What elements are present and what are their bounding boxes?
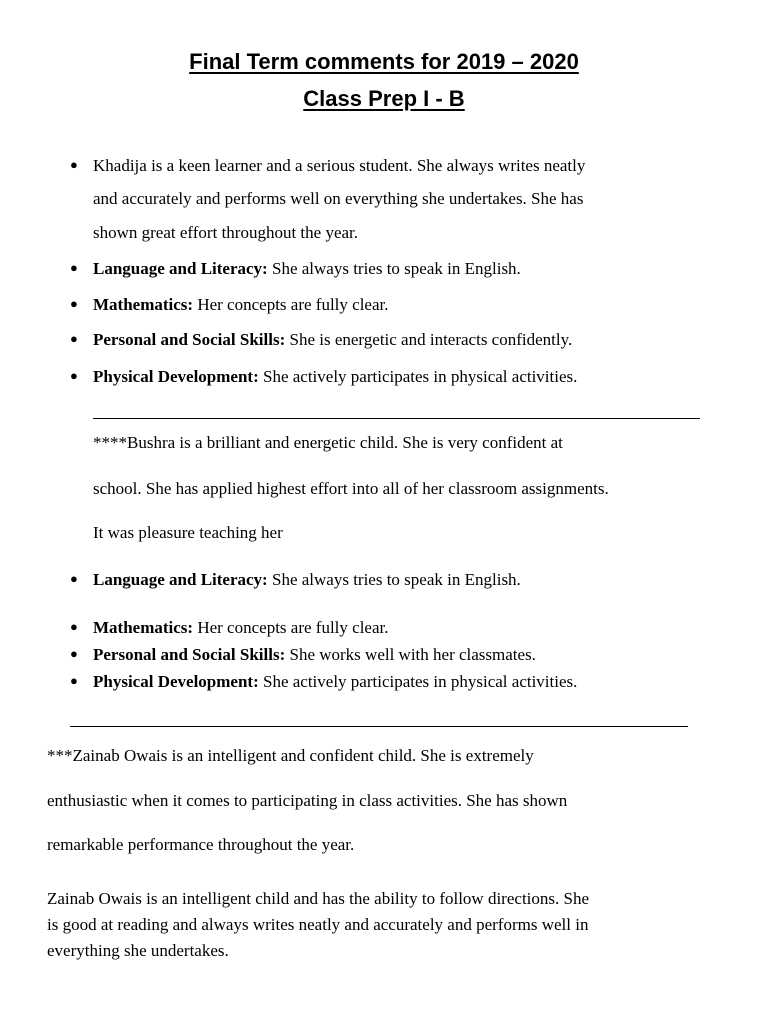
bullet-icon: ● bbox=[70, 331, 78, 346]
comment-line: everything she undertakes. bbox=[47, 941, 229, 960]
comment-line: Zainab Owais is an intelligent child and has the ability to follow directions. She bbox=[47, 889, 589, 908]
list-item-label: Language and Literacy: bbox=[93, 570, 268, 589]
list-item-text: She actively participates in physical activities. bbox=[258, 672, 578, 691]
list-item-text: She is energetic and interacts confidently. bbox=[285, 330, 573, 349]
separator-line bbox=[93, 418, 700, 419]
list-item-label: Mathematics: bbox=[93, 295, 194, 314]
list-item-text: She always tries to speak in English. bbox=[267, 259, 521, 278]
comment-line: shown great effort throughout the year. bbox=[93, 223, 359, 242]
document-title: Final Term comments for 2019 – 2020 bbox=[189, 49, 579, 74]
list-item bbox=[93, 295, 388, 315]
list-item-text: She works well with her classmates. bbox=[285, 645, 536, 664]
comment-line: school. She has applied highest effort into all of her classroom assignments. bbox=[93, 479, 609, 498]
list-item-text: Her concepts are fully clear. bbox=[193, 618, 389, 637]
list-item bbox=[93, 645, 536, 665]
list-item-label: Personal and Social Skills: bbox=[93, 330, 286, 349]
bullet-icon: ● bbox=[70, 296, 78, 311]
comment-line: is good at reading and always writes neatly and accurately and performs well in bbox=[47, 915, 589, 934]
bullet-icon: ● bbox=[70, 646, 78, 661]
list-item bbox=[93, 570, 521, 590]
comment-line: enthusiastic when it comes to participating in class activities. She has shown bbox=[47, 791, 568, 810]
list-item-label: Personal and Social Skills: bbox=[93, 645, 286, 664]
list-item-text: Her concepts are fully clear. bbox=[193, 295, 389, 314]
bullet-icon: ● bbox=[70, 619, 78, 634]
separator-line bbox=[70, 726, 688, 727]
list-item bbox=[93, 367, 577, 387]
list-item bbox=[93, 672, 577, 692]
bullet-icon: ● bbox=[70, 157, 78, 172]
list-item bbox=[93, 330, 572, 350]
list-item-label: Physical Development: bbox=[93, 672, 259, 691]
list-item-text: She actively participates in physical activities. bbox=[258, 367, 578, 386]
list-item bbox=[93, 259, 521, 279]
list-item-label: Physical Development: bbox=[93, 367, 259, 386]
bullet-icon: ● bbox=[70, 260, 78, 275]
comment-line: remarkable performance throughout the year. bbox=[47, 835, 355, 854]
list-item bbox=[93, 618, 388, 638]
comment-line: and accurately and performs well on everything she undertakes. She has bbox=[93, 189, 584, 208]
comment-line: It was pleasure teaching her bbox=[93, 523, 283, 542]
comment-line: ****Bushra is a brilliant and energetic child. She is very confident at bbox=[93, 433, 563, 452]
list-item-label: Language and Literacy: bbox=[93, 259, 268, 278]
document-subtitle: Class Prep I - B bbox=[303, 86, 465, 111]
list-item-text: She always tries to speak in English. bbox=[267, 570, 521, 589]
comment-line: Khadija is a keen learner and a serious student. She always writes neatly bbox=[93, 156, 586, 175]
comment-line: ***Zainab Owais is an intelligent and confident child. She is extremely bbox=[47, 746, 534, 765]
bullet-icon: ● bbox=[70, 571, 78, 586]
list-item-label: Mathematics: bbox=[93, 618, 194, 637]
bullet-icon: ● bbox=[70, 673, 78, 688]
bullet-icon: ● bbox=[70, 368, 78, 383]
